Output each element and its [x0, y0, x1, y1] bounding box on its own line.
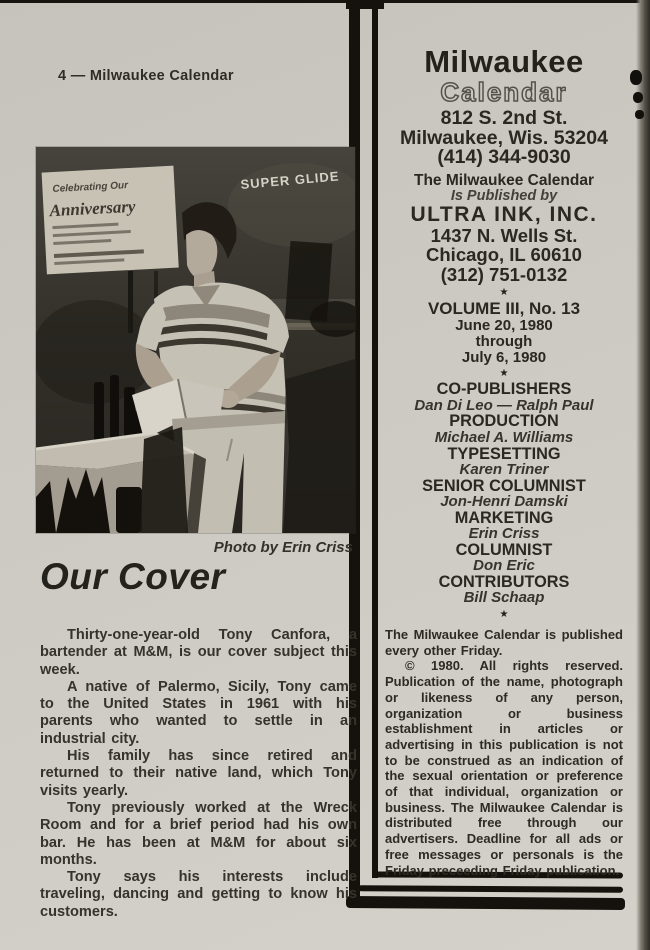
poster-title-text: Celebrating Our [52, 180, 129, 196]
staff-name: Don Eric [473, 557, 535, 575]
staff-name: Erin Criss [468, 525, 540, 543]
scan-top-edge [0, 0, 650, 3]
staff-role: CONTRIBUTORS [438, 572, 570, 591]
staff-credits [383, 381, 625, 606]
staff-name: Dan Di Leo — Ralph Paul [414, 396, 594, 414]
scan-ink-blob [630, 70, 642, 85]
article-body [40, 627, 357, 921]
article-paragraph: Tony says his interests include traveling, dancing and getting to know his customers. [40, 869, 357, 920]
logo-calendar-outline: Calendar [440, 77, 568, 107]
staff-role: TYPESETTING [447, 444, 561, 463]
staff-role: COLUMNIST [455, 540, 553, 559]
fine-print-paragraph: © 1980. All rights reserved. Publication of the name, photograph or likeness of any person, organization or business establishment in articles or advertising in this publication is not to be construed as an indication of the sexual orientation or preference of that individual, organization or business. The Milwaukee Calendar is distributed free through our advertisers. Deadline for all ads or free messages or personals is the Friday preceeding Friday publication. [385, 658, 623, 878]
staff-name: Karen Triner [459, 460, 549, 478]
scan-ink-blob [635, 110, 644, 119]
article-headline: Our Cover [40, 556, 226, 597]
cover-photo [36, 147, 355, 533]
bottom-rule-thick [346, 896, 625, 910]
publication-fine-print [385, 627, 623, 878]
publisher-name: ULTRA INK, INC. [410, 202, 598, 226]
neon-sign-text: SUPER GLIDE [239, 168, 341, 192]
publisher-intro: The Milwaukee Calendar [413, 171, 595, 189]
staff-role: PRODUCTION [449, 412, 559, 431]
masthead-city: Milwaukee, Wis. 53204 [400, 126, 608, 149]
masthead [383, 46, 625, 620]
masthead-street: 812 S. 2nd St. [440, 107, 568, 129]
logo-milwaukee: Milwaukee [424, 44, 584, 79]
article-paragraph: A native of Palermo, Sicily, Tony came to the United States in 1961 with his parents who wanted to settle in an industrial city. [40, 678, 357, 747]
article-paragraph: Thirty-one-year-old Tony Canfora, a bartender at M&M, is our cover subject this week. [40, 627, 357, 678]
masthead-phone: (414) 344-9030 [437, 146, 571, 168]
fine-print-paragraph: The Milwaukee Calendar is published every other Friday. [385, 627, 623, 658]
star-separator-icon: ★ [499, 609, 509, 621]
staff-role: CO-PUBLISHERS [436, 380, 572, 399]
volume-number: VOLUME III, No. 13 [427, 299, 581, 318]
photo-credit: Photo by Erin Criss [213, 539, 353, 556]
article-paragraph: His family has since retired and returned to their native land, which Tony visits yearly. [40, 748, 357, 799]
article-paragraph: Tony previously worked at the Wreck Room and for a brief period had his own bar. He has been at M&M for about six months. [40, 799, 357, 868]
folio-page-header: 4 — Milwaukee Calendar [58, 68, 234, 84]
issue-date-from: June 20, 1980 [455, 317, 553, 334]
staff-name: Jon-Henri Damski [440, 492, 568, 510]
staff-name: Michael A. Williams [434, 428, 574, 446]
bottom-rule-thin [358, 885, 623, 893]
staff-name: Bill Schaap [463, 589, 545, 607]
poster-stand [128, 271, 133, 333]
anniversary-poster [42, 166, 179, 275]
publisher-phone: (312) 751-0132 [440, 263, 568, 285]
publisher-by-line: Is Published by [450, 187, 558, 204]
publisher-street: 1437 N. Wells St. [430, 224, 578, 246]
scan-ink-blob [633, 92, 643, 103]
staff-role: SENIOR COLUMNIST [422, 476, 586, 495]
scan-right-page-edge [636, 0, 650, 950]
issue-date-to: July 6, 1980 [461, 348, 547, 366]
star-separator-icon: ★ [499, 368, 509, 380]
star-separator-icon: ★ [499, 287, 509, 298]
vertical-rule-thin [372, 0, 378, 878]
poster-script-text: Anniversary [49, 196, 136, 221]
publisher-city: Chicago, IL 60610 [426, 244, 582, 265]
cover-photo-illustration [36, 147, 355, 533]
staff-role: MARKETING [454, 508, 554, 527]
issue-date-through: through [475, 332, 533, 350]
